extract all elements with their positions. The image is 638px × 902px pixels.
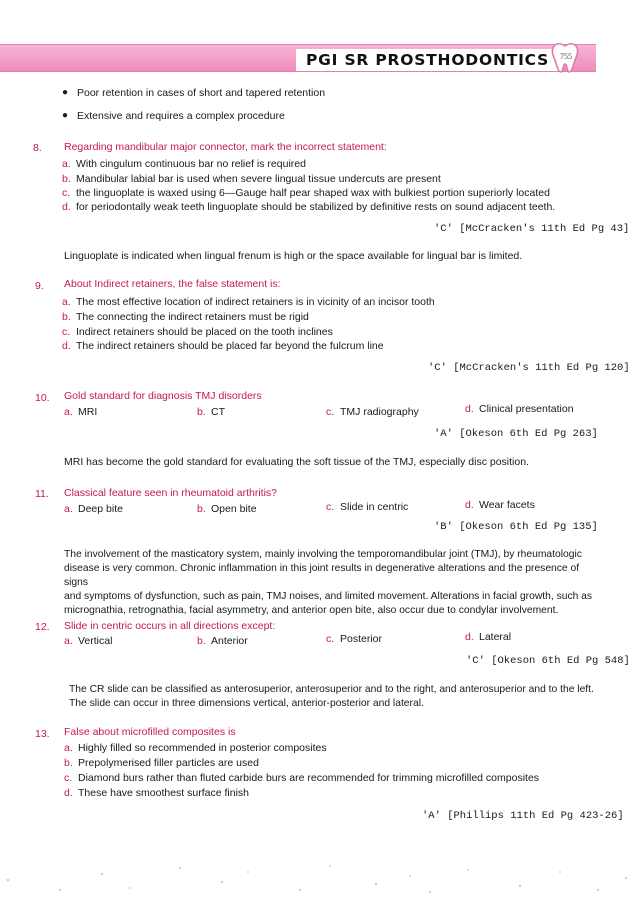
bullet-icon: ● — [62, 110, 69, 121]
explanation-text: Linguoplate is indicated when lingual frenum is high or the space available for lingual bar is limited. — [64, 250, 523, 262]
answer-reference: 'A' [Okeson 6th Ed Pg 263] — [434, 428, 598, 440]
question-text: Gold standard for diagnosis TMJ disorders — [64, 390, 262, 402]
answer-reference: 'C' [McCracken's 11th Ed Pg 43] — [434, 223, 630, 235]
option-item: c. Posterior — [326, 633, 383, 645]
option-item: c. Indirect retainers should be placed on the tooth inclines — [62, 326, 333, 338]
option-item: a. The most effective location of indirect retainers is in vicinity of an incisor tooth — [62, 296, 435, 308]
option-item: c. Slide in centric — [326, 501, 409, 513]
option-item: a. Deep bite — [64, 503, 123, 515]
option-item: d. The indirect retainers should be placed far beyond the fulcrum line — [62, 340, 384, 352]
explanation-line: The CR slide can be classified as anterosuperior, anterosuperior and to the right, and anterosuperior and to the left. — [69, 684, 594, 695]
question-text: Classical feature seen in rheumatoid arthritis? — [64, 487, 278, 499]
bullet-icon: ● — [62, 87, 69, 98]
question-text: Regarding mandibular major connector, mark the incorrect statement: — [64, 141, 387, 153]
option-item: b. Open bite — [197, 503, 257, 515]
option-item: b. Anterior — [197, 635, 248, 647]
scan-noise — [0, 860, 638, 900]
option-item: c. the linguoplate is waxed using 6—Gauge half pear shaped wax with bulkiest portion superiorly located — [62, 187, 550, 199]
option-item: d. for periodontally weak teeth linguoplate should be stabilized by definitive rests on sound adjacent teeth. — [62, 201, 556, 213]
option-item: b. Prepolymerised filler particles are used — [64, 757, 259, 769]
question-text: False about microfilled composites is — [64, 726, 236, 738]
question-text: About Indirect retainers, the false statement is: — [64, 278, 281, 290]
option-item: d. Wear facets — [465, 499, 535, 511]
option-item: d. Lateral — [465, 631, 512, 643]
explanation-text: MRI has become the gold standard for evaluating the soft tissue of the TMJ, especially disc position. — [64, 456, 529, 468]
explanation-paragraph — [69, 683, 599, 711]
answer-reference: 'C' [Okeson 6th Ed Pg 548] — [466, 655, 630, 667]
option-item: c. TMJ radiography — [326, 406, 419, 418]
explanation-line: The slide can occur in three dimensions vertical, anterior-posterior and lateral. — [69, 698, 424, 709]
question-number: 12. — [35, 621, 50, 633]
question-number: 8. — [33, 142, 42, 154]
page-number: 755 — [560, 52, 572, 61]
question-number: 13. — [35, 728, 50, 740]
explanation-line: micrognathia, retrognathia, facial asymmetry, and anterior open bite, also occur due to condylar involvement. — [64, 605, 559, 616]
option-item: b. The connecting the indirect retainers must be rigid — [62, 311, 309, 323]
question-number: 10. — [35, 392, 50, 404]
question-number: 9. — [35, 280, 44, 292]
question-number: 11. — [35, 488, 49, 500]
option-item: b. CT — [197, 406, 225, 418]
explanation-line: and symptoms of dysfunction, such as pain, TMJ noises, and limited movement. Alterations in facial growth, such as — [64, 591, 593, 602]
intro-bullet: Poor retention in cases of short and tapered retention — [77, 87, 326, 99]
option-item: d. These have smoothest surface finish — [64, 787, 250, 799]
option-item: a. With cingulum continuous bar no relief is required — [62, 158, 306, 170]
option-item: d. Clinical presentation — [465, 403, 574, 415]
answer-reference: 'A' [Phillips 11th Ed Pg 423-26] — [422, 810, 624, 822]
explanation-line: disease is very common. Chronic inflammation in this joint results in degenerative alterations and the presence of signs — [64, 563, 580, 588]
option-item: a. Vertical — [64, 635, 113, 647]
answer-reference: 'C' [McCracken's 11th Ed Pg 120] — [428, 362, 630, 374]
answer-reference: 'B' [Okeson 6th Ed Pg 135] — [434, 521, 598, 533]
option-item: b. Mandibular labial bar is used when severe lingual tissue undercuts are present — [62, 173, 441, 185]
option-item: c. Diamond burs rather than fluted carbide burs are recommended for trimming microfilled composites — [64, 772, 540, 784]
page-title: PGI SR PROSTHODONTICS — [296, 49, 559, 71]
question-text: Slide in centric occurs in all directions except: — [64, 620, 276, 632]
option-item: a. Highly filled so recommended in posterior composites — [64, 742, 327, 754]
explanation-line: The involvement of the masticatory system, mainly involving the temporomandibular joint (TMJ), by rheumatologic — [64, 549, 582, 560]
option-item: a. MRI — [64, 406, 98, 418]
explanation-paragraph — [64, 548, 604, 618]
intro-bullet: Extensive and requires a complex procedure — [77, 110, 285, 122]
